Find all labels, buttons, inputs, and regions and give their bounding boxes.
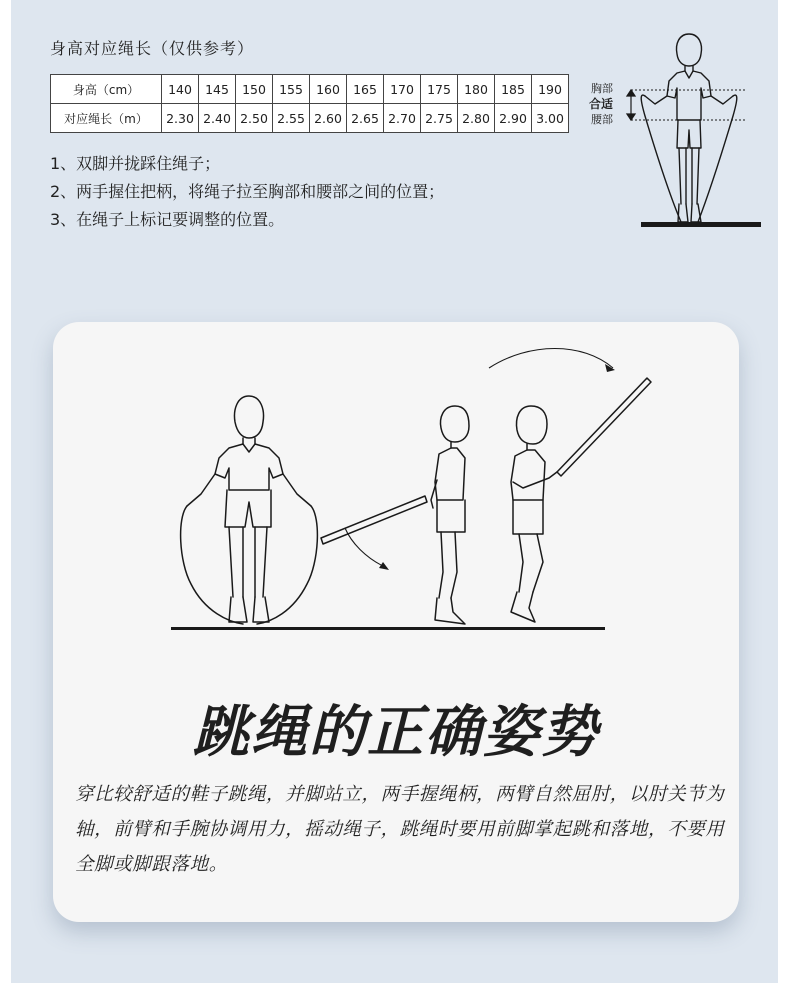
waist-label: 腰部 [591, 113, 613, 126]
rope-fit-diagram [585, 26, 770, 240]
posture-title: 跳绳的正确姿势 [193, 700, 599, 765]
height-cell: 190 [532, 75, 569, 104]
length-cell: 2.55 [273, 104, 310, 133]
length-row-header: 对应绳长（m） [51, 104, 162, 133]
adjustment-steps [50, 150, 444, 234]
rope-jumping-figures-icon [53, 322, 739, 652]
length-row [51, 104, 569, 133]
height-row-header: 身高（cm） [51, 75, 162, 104]
length-cell: 2.90 [495, 104, 532, 133]
jump-rope-posture-card [53, 322, 739, 922]
height-cell: 155 [273, 75, 310, 104]
height-cell: 140 [162, 75, 199, 104]
step-item: 3、在绳子上标记要调整的位置。 [50, 210, 285, 229]
height-cell: 160 [310, 75, 347, 104]
height-cell: 170 [384, 75, 421, 104]
length-cell: 2.40 [199, 104, 236, 133]
fit-label: 合适 [589, 97, 614, 111]
length-cell: 2.60 [310, 104, 347, 133]
height-cell: 175 [421, 75, 458, 104]
height-cell: 150 [236, 75, 273, 104]
length-cell: 2.50 [236, 104, 273, 133]
step-item: 1、双脚并拢踩住绳子； [50, 154, 221, 173]
posture-description: 穿比较舒适的鞋子跳绳，并脚站立，两手握绳柄，两臂自然屈肘，以肘关节为轴，前臂和手腕协调用力，摇动绳子，跳绳时要用前脚掌起跳和落地，不要用全脚或脚跟落地。 [75, 784, 725, 875]
size-guide-title: 身高对应绳长（仅供参考） [50, 39, 255, 58]
length-cell: 2.80 [458, 104, 495, 133]
length-cell: 3.00 [532, 104, 569, 133]
step-item: 2、两手握住把柄，将绳子拉至胸部和腰部之间的位置； [50, 182, 445, 201]
length-cell: 2.70 [384, 104, 421, 133]
right-edge-strip [778, 0, 790, 983]
height-cell: 145 [199, 75, 236, 104]
chest-label: 胸部 [591, 82, 613, 95]
height-row [51, 75, 569, 104]
person-holding-rope-icon [585, 26, 770, 236]
length-cell: 2.65 [347, 104, 384, 133]
length-cell: 2.75 [421, 104, 458, 133]
height-cell: 185 [495, 75, 532, 104]
height-cell: 165 [347, 75, 384, 104]
length-cell: 2.30 [162, 104, 199, 133]
left-edge-strip [0, 0, 11, 983]
height-cell: 180 [458, 75, 495, 104]
rope-size-table [50, 74, 569, 133]
